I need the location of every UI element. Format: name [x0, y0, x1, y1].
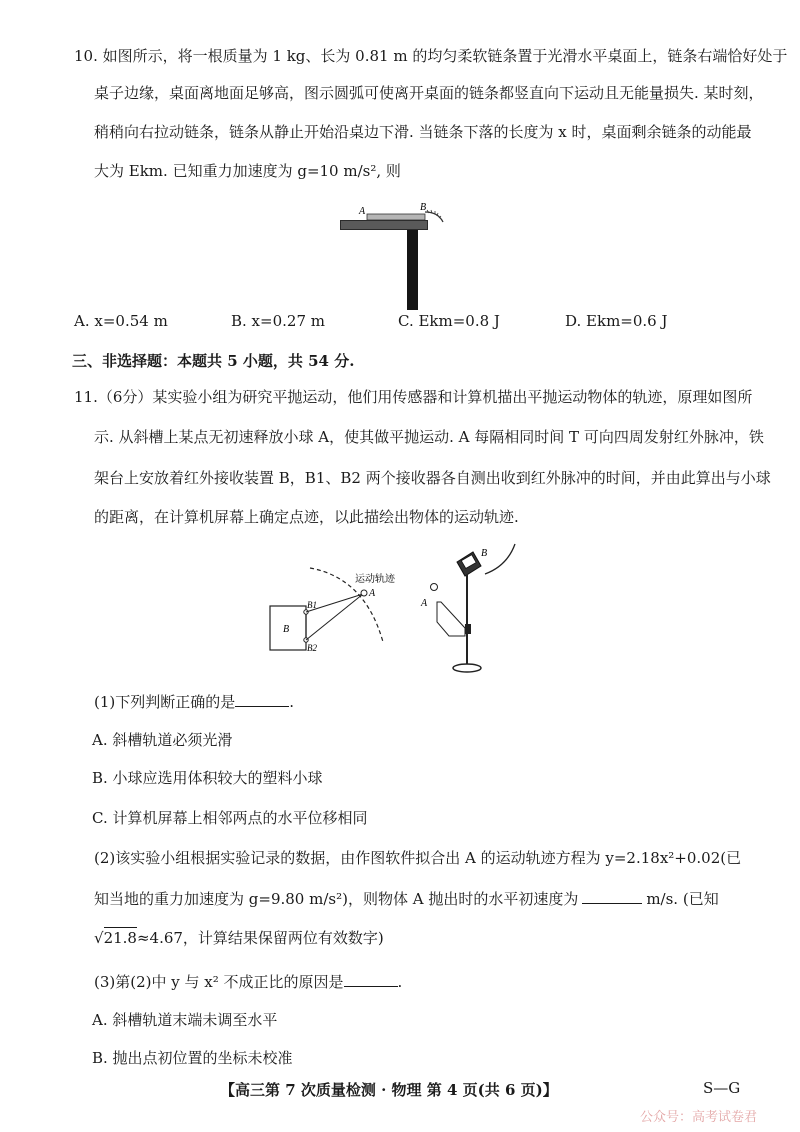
q11-p1-stem	[94, 691, 294, 712]
chute	[437, 602, 465, 636]
screen-arc	[485, 544, 515, 574]
watermark: 公众号：高考试卷君	[640, 1110, 758, 1125]
q11-line-1: 11.（6分）某实验小组为研究平抛运动，他们用传感器和计算机描出平抛运动物体的轨迹，原理如图所	[74, 388, 753, 406]
q11-apparatus-figure	[415, 540, 525, 680]
q11-p3-end: .	[397, 973, 403, 991]
label-b2: B2	[307, 643, 317, 653]
sqrt-radicand: 21.8	[103, 929, 137, 947]
label-a2: A	[421, 598, 428, 609]
label-trajectory: 运动轨迹	[355, 574, 395, 585]
q11-p1-option-a: A. 斜槽轨道必须光滑	[92, 731, 233, 749]
q11-p3-option-b: B. 抛出点初位置的坐标未校准	[92, 1049, 293, 1067]
label-b1: B1	[307, 600, 317, 610]
paper-code: S—G	[703, 1079, 741, 1097]
ball-a	[361, 590, 367, 596]
chain	[367, 214, 425, 220]
q11-p2-blank[interactable]	[582, 888, 642, 904]
q10-line-4: 大为 Ekm. 已知重力加速度为 g=10 m/s², 则	[94, 162, 401, 180]
q11-p2-line-2-tail: m/s. (已知	[646, 890, 719, 908]
page-footer: 【高三第 7 次质量检测 · 物理 第 4 页(共 6 页)】	[220, 1081, 558, 1099]
q11-p3-stem-text: (3)第(2)中 y 与 x² 不成正比的原因是	[94, 973, 344, 991]
chain-label-b: B	[420, 202, 427, 213]
q11-p1-blank[interactable]	[235, 691, 289, 707]
q11-p2-line-2	[94, 888, 719, 909]
q10-option-a: A. x=0.54 m	[74, 312, 168, 330]
q10-line-3: 稍稍向右拉动链条，链条从静止开始沿桌边下滑. 当链条下落的长度为 x 时，桌面剩余链条的动能最	[94, 123, 752, 141]
q10-option-c: C. Ekm=0.8 J	[398, 312, 500, 330]
q10-line-1: 10. 如图所示，将一根质量为 1 kg、长为 0.81 m 的均匀柔软链条置于光滑水平桌面上，链条右端恰好处于	[74, 47, 788, 65]
q11-p3-blank[interactable]	[344, 971, 398, 987]
label-a: A	[369, 588, 376, 599]
chain-label-a: A	[359, 206, 366, 217]
q11-p3-stem	[94, 971, 402, 992]
q11-p1-option-c: C. 计算机屏幕上相邻两点的水平位移相同	[92, 809, 368, 827]
q10-options	[74, 312, 774, 332]
q10-option-d: D. Ekm=0.6 J	[565, 312, 668, 330]
q11-p1-end: .	[289, 693, 295, 711]
q11-p3-option-a: A. 斜槽轨道末端未调至水平	[92, 1011, 278, 1029]
q11-line-4: 的距离，在计算机屏幕上确定点迹，以此描绘出物体的运动轨迹.	[94, 508, 519, 526]
label-b: B	[283, 624, 290, 635]
q11-line-3: 架台上安放着红外接收装置 B，B1、B2 两个接收器各自测出收到红外脉冲的时间，并由此算出与小球	[94, 469, 771, 487]
ball	[431, 584, 438, 591]
q10-option-b: B. x=0.27 m	[231, 312, 325, 330]
q11-p2-line-2-text: 知当地的重力加速度为 g=9.80 m/s²)，则物体 A 抛出时的水平初速度为	[94, 890, 579, 908]
q11-p2-line-3	[94, 928, 384, 948]
q10-line-2: 桌子边缘，桌面离地面足够高，图示圆弧可使离开桌面的链条都竖直向下运动且无能量损失. 某时刻，	[94, 84, 764, 102]
q11-p1-option-b: B. 小球应选用体积较大的塑料小球	[92, 769, 323, 787]
q11-line-2: 示. 从斜槽上某点无初速释放小球 A，使其做平抛运动. A 每隔相同时间 T 可向四周发射红外脉冲，铁	[94, 428, 764, 446]
table-leg	[407, 230, 418, 310]
q11-receiver-figure	[265, 560, 405, 660]
sqrt-sign: √	[94, 929, 104, 947]
q11-p1-stem-text: (1)下列判断正确的是	[94, 693, 236, 711]
q10-chain-table-figure	[335, 198, 455, 310]
stand-base	[453, 664, 481, 672]
section-heading: 三、非选择题：本题共 5 小题，共 54 分.	[72, 352, 355, 370]
q11-p2-line-3-text: ≈4.67，计算结果保留两位有效数字)	[136, 929, 384, 947]
q11-p2-line-1: (2)该实验小组根据实验记录的数据，由作图软件拟合出 A 的运动轨迹方程为 y=2.18x²+0.02(已	[94, 849, 742, 867]
label-b3: B	[481, 548, 488, 559]
